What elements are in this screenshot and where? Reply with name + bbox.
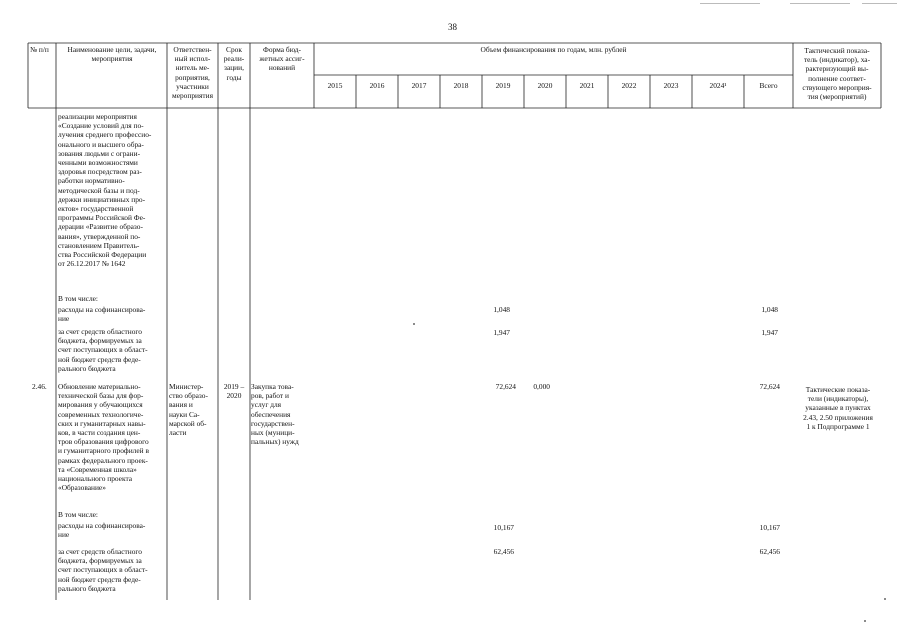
block1-row1-label: расходы на софинансирова- ние [58,305,146,324]
year-2016: 2016 [369,81,385,90]
scan-speck [413,323,415,325]
block1-row2-2019: 1,947 [493,328,510,337]
block2-including: В том числе: [58,510,98,519]
block2-row1-total: 10,167 [759,523,780,532]
block2-term: 2019 – 2020 [223,382,245,401]
year-total: Всего [759,81,778,90]
year-2017: 2017 [411,81,427,90]
block1-row1-2019: 1,048 [493,305,510,314]
block1-row2-label: за счет средств областного бюджета, формируемых за счет поступающих в област- ной бюджет средств феде- рального бюджета [58,327,148,373]
year-2015: 2015 [327,81,343,90]
block1-including: В том числе: [58,294,98,303]
scan-speck [884,598,886,600]
block2-row2-label: за счет средств областного бюджета, формируемых за счет поступающих в област- ной бюджет средств феде- рального бюджета [58,547,148,593]
block1-name: реализации мероприятия «Создание условий для по- лучения среднего профессио- онального и высшего обра- зования людьми с ограни- ченными возможностями здоровья посредством раз- работки нормативно- методической базы и под- держки инициативных про- ектов» государственной программы Российской Фе- дерации «Развитие образо- вания», утвержденной по- становлением Правитель- ства Российской Федерации от 26.12.2017 № 1642 [58,112,152,269]
header-term: Срок реали- зации, годы [223,45,245,82]
year-2019: 2019 [495,81,511,90]
header-volume: Объем финансирования по годам, млн. рублей [480,45,627,54]
year-2023: 2023 [663,81,679,90]
page-number: 38 [448,22,457,32]
year-2018: 2018 [453,81,469,90]
header-name: Наименование цели, задачи, мероприятия [67,45,157,64]
block2-row2-2019: 62,456 [493,547,514,556]
block2-form: Закупка това- ров, работ и услуг для обеспечения государствен- ных (муници- пальных) нужд [251,382,299,447]
block2-num: 2.46. [32,382,47,391]
block1-row2-total: 1,947 [761,328,778,337]
block2-2019: 72,624 [495,382,516,391]
block2-row1-label: расходы на софинансирова- ние [58,521,146,540]
block2-row1-2019: 10,167 [493,523,514,532]
year-2021: 2021 [579,81,595,90]
scan-speck [864,620,866,622]
block2-2020: 0,000 [533,382,550,391]
block2-responsible: Министер- ство образо- вания и науки Са- марской об- ласти [169,382,208,438]
header-num: № п/п [30,45,49,54]
year-2020: 2020 [537,81,553,90]
block2-row2-total: 62,456 [759,547,780,556]
block2-total: 72,624 [759,382,780,391]
block1-row1-total: 1,048 [761,305,778,314]
block2-name: Обновление материально- технической базы для фор- мирования у обучающихся современных технологиче- ских и гуманитарных навы- ков, в части создания цен- тров образования цифрового и гуманитарного профилей в рамках федерального проек- та «Современная школа» национального проекта «Образование» [58,382,149,493]
header-form: Форма бюд- жетных ассиг- нований [259,45,305,73]
year-2022: 2022 [621,81,637,90]
header-responsible: Ответствен- ный испол- нитель ме- роприятия, участники мероприятия [172,45,213,101]
year-2024: 2024¹ [709,81,727,90]
header-indicator: Тактический показа- тель (индикатор), ха- рактеризующий вы- полнение соответ- ствующего мероприя- тия (мероприятий) [802,46,872,102]
block2-indicator: Тактические показа- тели (индикаторы), указанные в пунктах 2.43, 2.50 приложения 1 к Подпрограмме 1 [803,385,873,431]
